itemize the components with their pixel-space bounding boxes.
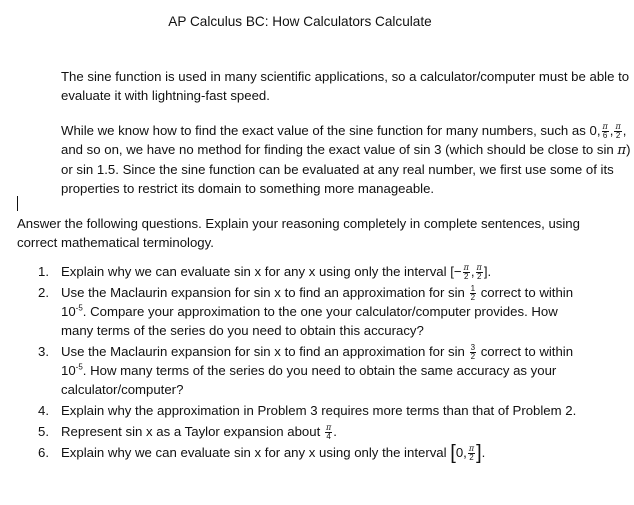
question-number: 2. — [38, 285, 49, 301]
question-text: . How many terms of the series do you need to obtain the same accuracy as your calculator/computer? — [61, 363, 557, 398]
interval-close-bracket: ] — [476, 442, 482, 465]
exponent: -5 — [75, 303, 83, 313]
instructions-paragraph: Answer the following questions. Explain your reasoning completely in complete sentences, using correct mathematical terminology. — [17, 216, 580, 250]
fraction-separator: , — [609, 123, 614, 138]
question-3 — [38, 342, 588, 399]
question-text: correct to within 10 — [61, 344, 574, 379]
page-title: AP Calculus BC: How Calculators Calculate — [168, 14, 432, 29]
question-text: Use the Maclaurin expansion for sin x to find an approximation for sin — [61, 285, 465, 301]
pi-symbol: π — [617, 143, 627, 159]
interval-close: ]. — [483, 264, 492, 279]
interval-open-bracket: [ — [450, 442, 456, 465]
text-cursor — [17, 196, 18, 211]
question-number: 4. — [38, 403, 49, 419]
question-1 — [38, 262, 588, 281]
question-end: . — [481, 445, 486, 461]
question-text: . Compare your approximation to the one your calculator/computer provides. How many terms of the series do you need to obtain this accuracy? — [61, 304, 558, 339]
question-number: 5. — [38, 424, 49, 440]
question-text: Explain why the approximation in Problem 3 requires more terms than that of Problem 2. — [61, 403, 577, 419]
question-number: 3. — [38, 344, 49, 360]
fraction-one-half: $\frac{1}{2}$ — [470, 284, 476, 303]
question-text: correct to within 10 — [61, 285, 574, 320]
question-text: Use the Maclaurin expansion for sin x to find an approximation for sin — [61, 344, 465, 360]
fraction-pi-over-6: $\frac{\pi}{6}$ — [602, 122, 608, 141]
domain-text-part2: , and so on, we have no method for finding the exact value of sin 3 (which should be close to sin — [61, 123, 627, 158]
domain-text-part1: While we know how to find the exact value of the sine function for many numbers, such as 0, — [61, 123, 601, 138]
fraction-pi-over-2: $\frac{\pi}{2}$ — [615, 122, 621, 141]
question-text: Represent sin x as a Taylor expansion about — [61, 424, 321, 440]
fraction-three-halves: $\frac{3}{2}$ — [470, 343, 476, 362]
fraction-pi-over-2: $\frac{\pi}{2}$ — [476, 263, 482, 282]
interval-comma: , — [470, 264, 475, 279]
fraction-pi-over-2: $\frac{\pi}{2}$ — [463, 263, 469, 282]
fraction-pi-over-4: $\frac{\pi}{4}$ — [325, 423, 332, 442]
intro-paragraph: The sine function is used in many scientific applications, so a calculator/computer must be able to evaluate it with lightning-fast speed. — [61, 69, 630, 103]
interval-start: 0, — [455, 445, 467, 461]
question-text: Explain why we can evaluate sin x for any x using only the interval [− — [61, 264, 462, 279]
domain-paragraph — [17, 121, 631, 198]
question-list — [38, 262, 588, 464]
question-6 — [38, 442, 588, 465]
question-5 — [38, 422, 588, 441]
question-number: 1. — [38, 264, 49, 279]
question-number: 6. — [38, 445, 49, 461]
question-end: . — [333, 424, 337, 440]
exponent: -5 — [75, 362, 83, 372]
domain-text-part3: ) or sin 1.5. Since the sine function can be evaluated at any real number, we first use some of its properties to restrict its domain to something more manageable. — [61, 142, 631, 197]
question-4 — [38, 401, 588, 420]
fraction-pi-over-2: $\frac{\pi}{2}$ — [468, 444, 475, 463]
question-text: Explain why we can evaluate sin x for any x using only the interval — [61, 445, 447, 461]
question-2 — [38, 283, 588, 340]
